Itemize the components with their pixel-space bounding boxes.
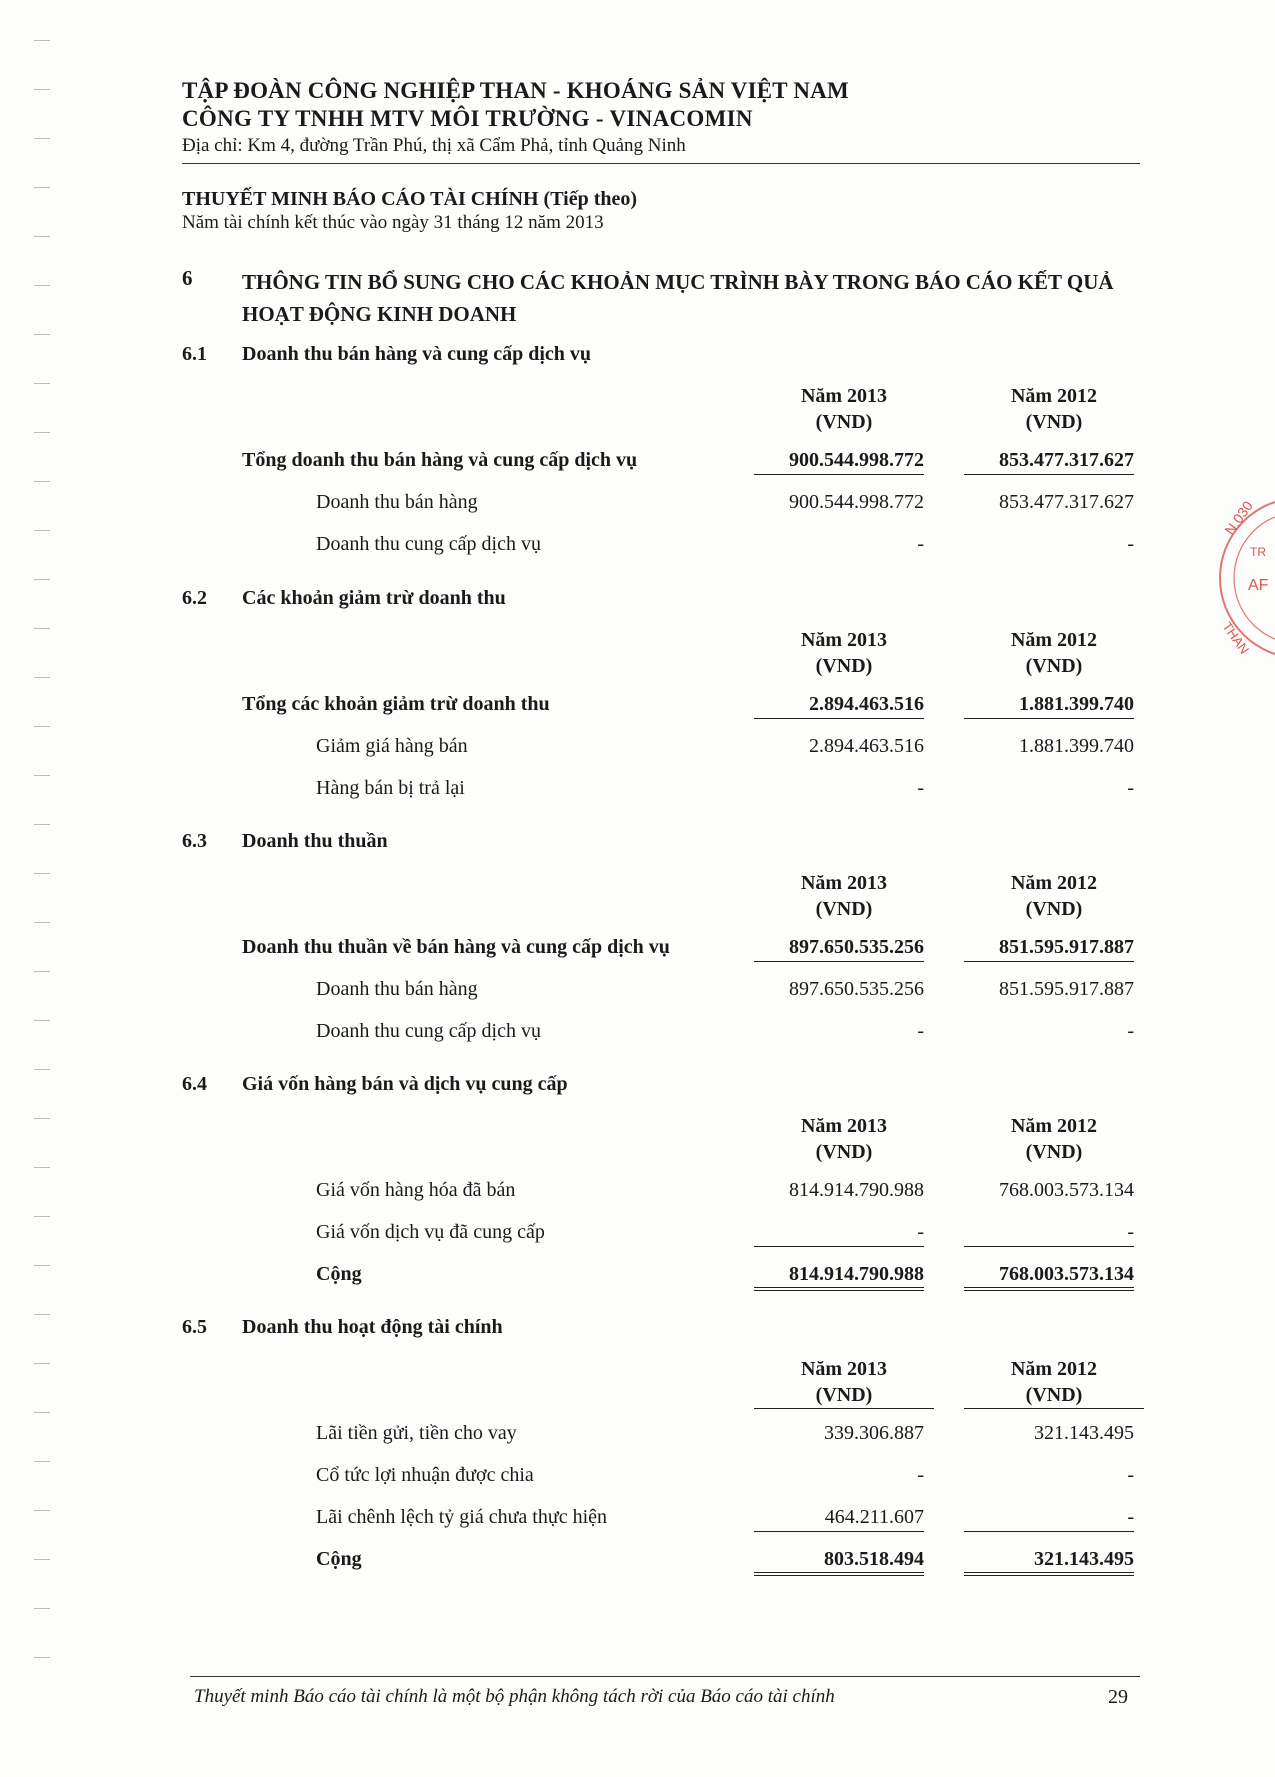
section-number: 6 xyxy=(182,266,193,290)
col-2013-header: Năm 2013 (VND) xyxy=(800,872,888,920)
footer-divider xyxy=(190,1676,1140,1677)
value-2012: 853.477.317.627 xyxy=(999,491,1134,513)
subsection-heading xyxy=(182,587,1142,617)
table-row xyxy=(182,1213,1142,1255)
value-2012: - xyxy=(964,1221,1134,1247)
value-2013: - xyxy=(917,1020,924,1042)
row-label: Giá vốn hàng hóa đã bán xyxy=(316,1179,516,1201)
value-2012: - xyxy=(1127,533,1134,555)
value-2012: - xyxy=(1127,777,1134,799)
subsection-heading xyxy=(182,830,1142,860)
svg-text:TR: TR xyxy=(1250,545,1266,559)
subsection-title: Doanh thu hoạt động tài chính xyxy=(242,1316,503,1338)
col-2013-header: Năm 2013 (VND) xyxy=(800,385,888,433)
table-row xyxy=(182,483,1142,525)
value-2013: 2.894.463.516 xyxy=(754,693,924,719)
table-row xyxy=(182,1171,1142,1213)
row-label: Doanh thu bán hàng xyxy=(316,491,478,513)
company-address: Địa chỉ: Km 4, đường Trần Phú, thị xã Cẩm Phả, tỉnh Quảng Ninh xyxy=(182,135,686,156)
table-row-total xyxy=(182,1255,1142,1297)
column-headers xyxy=(182,627,1142,685)
value-2012: 321.143.495 xyxy=(1034,1422,1134,1444)
col-2012-header: Năm 2012 (VND) xyxy=(1010,385,1098,433)
col-2013-header: Năm 2013 (VND) xyxy=(754,1356,934,1409)
company-header xyxy=(182,78,1142,157)
table-row-total xyxy=(182,685,1142,727)
column-headers xyxy=(182,870,1142,928)
table-row xyxy=(182,1456,1142,1498)
row-label: Cổ tức lợi nhuận được chia xyxy=(316,1464,534,1486)
section-6-4 xyxy=(182,1073,1142,1297)
subsection-title: Các khoản giảm trừ doanh thu xyxy=(242,587,506,609)
value-2012: 768.003.573.134 xyxy=(999,1179,1134,1201)
value-2012: - xyxy=(964,1506,1134,1532)
subsection-number: 6.5 xyxy=(182,1316,207,1338)
row-label: Lãi chênh lệch tỷ giá chưa thực hiện xyxy=(316,1506,608,1528)
subsection-title: Doanh thu thuần xyxy=(242,830,388,852)
svg-text:N.030: N.030 xyxy=(1221,497,1256,538)
value-2013: - xyxy=(917,533,924,555)
row-label: Giá vốn dịch vụ đã cung cấp xyxy=(316,1221,545,1243)
section-title: THÔNG TIN BỔ SUNG CHO CÁC KHOẢN MỤC TRÌNH BÀY TRONG BÁO CÁO KẾT QUẢ HOẠT ĐỘNG KINH DOANH xyxy=(242,270,1114,326)
table-row xyxy=(182,970,1142,1012)
subsection-heading xyxy=(182,343,1142,373)
subsection-number: 6.3 xyxy=(182,830,207,852)
table-row xyxy=(182,1012,1142,1054)
group-name: TẬP ĐOÀN CÔNG NGHIỆP THAN - KHOÁNG SẢN VIỆT NAM xyxy=(182,78,849,103)
company-name: CÔNG TY TNHH MTV MÔI TRƯỜNG - VINACOMIN xyxy=(182,106,753,131)
binding-marks xyxy=(34,40,50,1706)
value-2013: 900.544.998.772 xyxy=(754,449,924,475)
value-2012: 768.003.573.134 xyxy=(964,1263,1134,1291)
value-2013: - xyxy=(917,1464,924,1486)
header-divider xyxy=(182,163,1140,164)
row-label: Cộng xyxy=(316,1263,362,1285)
col-2013-header: Năm 2013 (VND) xyxy=(800,629,888,677)
value-2013: 900.544.998.772 xyxy=(789,491,924,513)
row-label: Tổng doanh thu bán hàng và cung cấp dịch vụ xyxy=(242,449,638,471)
table-row-total xyxy=(182,928,1142,970)
section-6-5 xyxy=(182,1316,1142,1582)
value-2012: 853.477.317.627 xyxy=(964,449,1134,475)
col-2013-header: Năm 2013 (VND) xyxy=(800,1115,888,1163)
svg-text:THAN: THAN xyxy=(1219,619,1253,657)
subsection-number: 6.4 xyxy=(182,1073,207,1095)
table-row xyxy=(182,525,1142,567)
row-label: Hàng bán bị trả lại xyxy=(316,777,465,799)
column-headers xyxy=(182,1356,1142,1414)
value-2013: 803.518.494 xyxy=(754,1548,924,1576)
value-2013: 897.650.535.256 xyxy=(789,978,924,1000)
section-6-1 xyxy=(182,343,1142,567)
row-label: Doanh thu bán hàng xyxy=(316,978,478,1000)
value-2012: 321.143.495 xyxy=(964,1548,1134,1576)
row-label: Doanh thu cung cấp dịch vụ xyxy=(316,533,541,555)
subsection-heading xyxy=(182,1073,1142,1103)
col-2012-header: Năm 2012 (VND) xyxy=(1010,1115,1098,1163)
column-headers xyxy=(182,383,1142,441)
value-2013: 897.650.535.256 xyxy=(754,936,924,962)
report-title: THUYẾT MINH BÁO CÁO TÀI CHÍNH (Tiếp theo) xyxy=(182,188,638,210)
table-row-total xyxy=(182,441,1142,483)
table-row xyxy=(182,1414,1142,1456)
row-label: Giảm giá hàng bán xyxy=(316,735,468,757)
value-2013: 814.914.790.988 xyxy=(754,1263,924,1291)
report-heading xyxy=(182,188,637,234)
row-label: Doanh thu thuần về bán hàng và cung cấp dịch vụ xyxy=(242,936,670,958)
subsection-number: 6.1 xyxy=(182,343,207,365)
table-row-total xyxy=(182,1540,1142,1582)
column-headers xyxy=(182,1113,1142,1171)
value-2013: 464.211.607 xyxy=(754,1506,924,1532)
value-2013: 339.306.887 xyxy=(824,1422,924,1444)
value-2013: 814.914.790.988 xyxy=(789,1179,924,1201)
subsection-title: Doanh thu bán hàng và cung cấp dịch vụ xyxy=(242,343,592,365)
col-2012-header: Năm 2012 (VND) xyxy=(964,1356,1144,1409)
value-2012: 1.881.399.740 xyxy=(1019,735,1134,757)
value-2012: - xyxy=(1127,1020,1134,1042)
value-2013: - xyxy=(754,1221,924,1247)
row-label: Cộng xyxy=(316,1548,362,1570)
page-number: 29 xyxy=(1108,1686,1128,1708)
value-2012: 851.595.917.887 xyxy=(964,936,1134,962)
value-2012: 1.881.399.740 xyxy=(964,693,1134,719)
value-2013: - xyxy=(917,777,924,799)
footer-note: Thuyết minh Báo cáo tài chính là một bộ phận không tách rời của Báo cáo tài chính xyxy=(194,1686,835,1707)
section-6-2 xyxy=(182,587,1142,811)
section-6-3 xyxy=(182,830,1142,1054)
svg-text:AF: AF xyxy=(1248,577,1269,594)
subsection-title: Giá vốn hàng bán và dịch vụ cung cấp xyxy=(242,1073,568,1095)
row-label: Tổng các khoản giảm trừ doanh thu xyxy=(242,693,550,715)
subsection-number: 6.2 xyxy=(182,587,207,609)
subsection-heading xyxy=(182,1316,1142,1346)
table-row xyxy=(182,1498,1142,1540)
col-2012-header: Năm 2012 (VND) xyxy=(1010,872,1098,920)
row-label: Lãi tiền gửi, tiền cho vay xyxy=(316,1422,517,1444)
value-2012: - xyxy=(1127,1464,1134,1486)
value-2012: 851.595.917.887 xyxy=(999,978,1134,1000)
row-label: Doanh thu cung cấp dịch vụ xyxy=(316,1020,541,1042)
col-2012-header: Năm 2012 (VND) xyxy=(1010,629,1098,677)
table-row xyxy=(182,769,1142,811)
value-2013: 2.894.463.516 xyxy=(809,735,924,757)
table-row xyxy=(182,727,1142,769)
report-period: Năm tài chính kết thúc vào ngày 31 tháng 12 năm 2013 xyxy=(182,212,604,233)
company-seal-stamp xyxy=(1208,478,1275,678)
